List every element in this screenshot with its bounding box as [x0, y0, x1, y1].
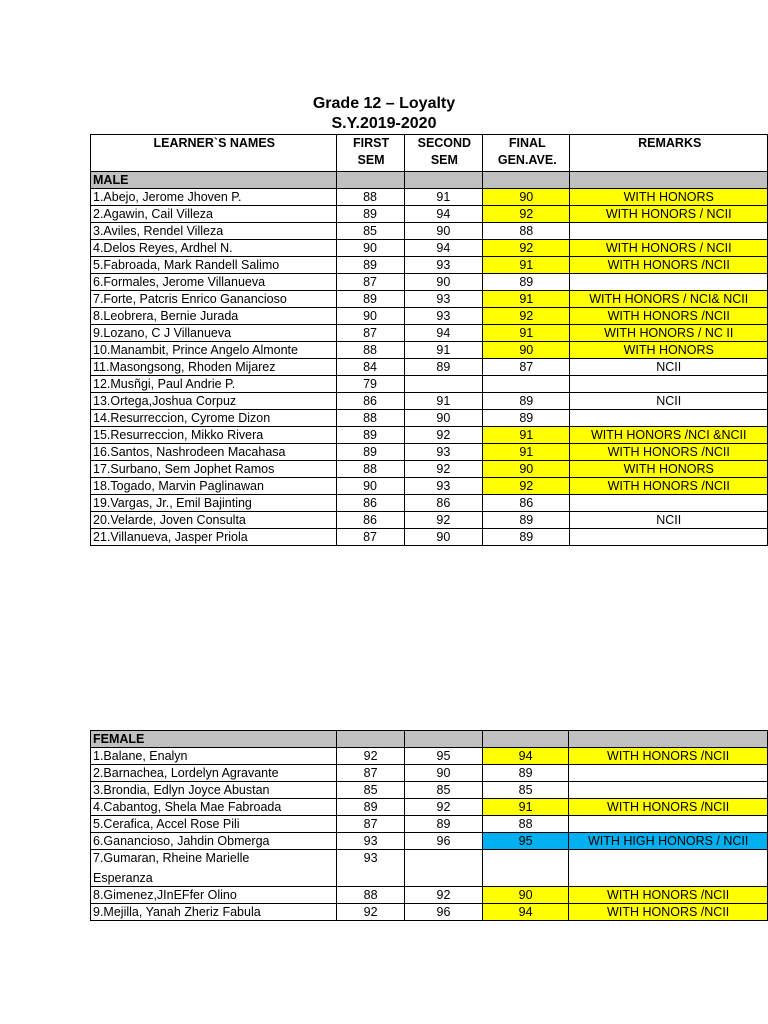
table-row — [91, 189, 768, 206]
first-sem-grade: 79 — [336, 376, 404, 393]
first-sem-grade: 89 — [336, 206, 404, 223]
table-row — [91, 816, 768, 833]
first-sem-grade: 90 — [336, 240, 404, 257]
remarks-cell: NCII — [570, 512, 768, 529]
table-row — [91, 291, 768, 308]
first-sem-grade: 86 — [336, 393, 404, 410]
second-sem-grade: 92 — [405, 887, 483, 904]
second-sem-grade: 92 — [404, 427, 483, 444]
final-gen-ave: 86 — [483, 495, 570, 512]
remarks-cell: WITH HONORS /NCII — [570, 308, 768, 325]
final-gen-ave: 90 — [482, 887, 568, 904]
remarks-cell: WITH HONORS — [570, 342, 768, 359]
first-sem-grade: 89 — [336, 427, 404, 444]
first-sem-grade: 86 — [336, 495, 404, 512]
table-row — [91, 308, 768, 325]
final-gen-ave: 92 — [483, 478, 570, 495]
remarks-cell: WITH HONORS — [570, 461, 768, 478]
remarks-cell: WITH HONORS /NCII — [570, 257, 768, 274]
remarks-cell — [570, 274, 768, 291]
remarks-cell: WITH HIGH HONORS / NCII — [569, 833, 768, 850]
final-gen-ave: 92 — [483, 206, 570, 223]
table-row — [91, 478, 768, 495]
group-label-female: FEMALE — [91, 731, 337, 748]
first-sem-grade: 88 — [336, 342, 404, 359]
second-sem-grade: 90 — [404, 274, 483, 291]
table-row — [91, 765, 768, 782]
learner-name: 4.Delos Reyes, Ardhel N. — [91, 240, 337, 257]
table-row — [91, 393, 768, 410]
table-row — [91, 461, 768, 478]
learner-name: 3.Brondia, Edlyn Joyce Abustan — [91, 782, 337, 799]
remarks-cell: WITH HONORS /NCI &NCII — [570, 427, 768, 444]
table-row — [91, 833, 768, 850]
second-sem-grade: 94 — [404, 240, 483, 257]
second-sem-grade: 92 — [405, 799, 483, 816]
learner-name: 5.Cerafica, Accel Rose Pili — [91, 816, 337, 833]
table-row — [91, 376, 768, 393]
learner-name: 20.Velarde, Joven Consulta — [91, 512, 337, 529]
second-sem-grade: 90 — [404, 223, 483, 240]
learner-name: 2.Agawin, Cail Villeza — [91, 206, 337, 223]
remarks-cell — [569, 782, 768, 799]
first-sem-grade: 85 — [337, 782, 405, 799]
second-sem-grade: 89 — [404, 359, 483, 376]
second-sem-grade: 90 — [405, 765, 483, 782]
remarks-cell: WITH HONORS /NCII — [569, 887, 768, 904]
final-gen-ave: 88 — [482, 816, 568, 833]
table-row — [91, 325, 768, 342]
learner-name: 9.Lozano, C J Villanueva — [91, 325, 337, 342]
header-names: LEARNER`S NAMES — [91, 135, 337, 172]
learner-name: 17.Surbano, Sem Jophet Ramos — [91, 461, 337, 478]
first-sem-grade: 93 — [337, 833, 405, 850]
learner-name: 10.Manambit, Prince Angelo Almonte — [91, 342, 337, 359]
final-gen-ave: 89 — [482, 765, 568, 782]
first-sem-grade: 92 — [337, 748, 405, 765]
final-gen-ave: 91 — [483, 291, 570, 308]
first-sem-grade: 89 — [337, 799, 405, 816]
table-row — [91, 904, 768, 921]
remarks-cell: WITH HONORS /NCII — [570, 478, 768, 495]
header-second-sem: SECOND SEM — [404, 135, 483, 172]
document-title: Grade 12 – Loyalty — [312, 95, 456, 112]
final-gen-ave: 89 — [483, 393, 570, 410]
final-gen-ave — [483, 376, 570, 393]
first-sem-grade: 93 — [337, 850, 405, 887]
remarks-cell: WITH HONORS /NCII — [569, 799, 768, 816]
final-gen-ave: 91 — [482, 799, 568, 816]
learner-name: 6.Formales, Jerome Villanueva — [91, 274, 337, 291]
table-row — [91, 444, 768, 461]
table-row — [91, 410, 768, 427]
second-sem-grade — [404, 376, 483, 393]
second-sem-grade: 92 — [404, 512, 483, 529]
second-sem-grade: 91 — [404, 393, 483, 410]
first-sem-grade: 87 — [336, 529, 404, 546]
second-sem-grade: 95 — [405, 748, 483, 765]
first-sem-grade: 87 — [337, 816, 405, 833]
table-row — [91, 206, 768, 223]
remarks-cell: WITH HONORS / NCII — [570, 240, 768, 257]
second-sem-grade: 90 — [404, 529, 483, 546]
table-row — [91, 342, 768, 359]
table-row — [91, 240, 768, 257]
table-row — [91, 799, 768, 816]
table-row — [91, 529, 768, 546]
learner-name: 14.Resurreccion, Cyrome Dizon — [91, 410, 337, 427]
learner-name: 9.Mejilla, Yanah Zheriz Fabula — [91, 904, 337, 921]
remarks-cell: WITH HONORS — [570, 189, 768, 206]
final-gen-ave: 85 — [482, 782, 568, 799]
learner-name: 7.Forte, Patcris Enrico Ganancioso — [91, 291, 337, 308]
learner-name: 7.Gumaran, Rheine Marielle Esperanza — [91, 850, 337, 887]
final-gen-ave: 91 — [483, 257, 570, 274]
first-sem-grade: 88 — [336, 189, 404, 206]
first-sem-grade: 89 — [336, 444, 404, 461]
second-sem-grade: 94 — [404, 206, 483, 223]
second-sem-grade: 91 — [404, 342, 483, 359]
table-row — [91, 359, 768, 376]
final-gen-ave: 90 — [483, 189, 570, 206]
final-gen-ave: 88 — [483, 223, 570, 240]
male-grades-table — [90, 134, 768, 546]
second-sem-grade: 89 — [405, 816, 483, 833]
first-sem-grade: 87 — [336, 325, 404, 342]
learner-name: 1.Abejo, Jerome Jhoven P. — [91, 189, 337, 206]
remarks-cell — [569, 765, 768, 782]
final-gen-ave: 87 — [483, 359, 570, 376]
learner-name: 18.Togado, Marvin Paglinawan — [91, 478, 337, 495]
learner-name: 6.Ganancioso, Jahdin Obmerga — [91, 833, 337, 850]
learner-name: 21.Villanueva, Jasper Priola — [91, 529, 337, 546]
learner-name: 8.Gimenez,JInEFfer Olino — [91, 887, 337, 904]
header-row — [91, 135, 768, 172]
first-sem-grade: 90 — [336, 308, 404, 325]
remarks-cell: NCII — [570, 359, 768, 376]
male-group-row — [91, 172, 768, 189]
second-sem-grade: 86 — [404, 495, 483, 512]
first-sem-grade: 88 — [337, 887, 405, 904]
learner-name: 13.Ortega,Joshua Corpuz — [91, 393, 337, 410]
final-gen-ave — [482, 850, 568, 887]
remarks-cell: NCII — [570, 393, 768, 410]
final-gen-ave: 94 — [482, 904, 568, 921]
final-gen-ave: 95 — [482, 833, 568, 850]
table-row — [91, 274, 768, 291]
table-row — [91, 782, 768, 799]
school-year: S.Y.2019-2020 — [331, 115, 437, 132]
table-row — [91, 223, 768, 240]
second-sem-grade: 94 — [404, 325, 483, 342]
first-sem-grade: 88 — [336, 410, 404, 427]
first-sem-grade: 92 — [337, 904, 405, 921]
learner-name: 1.Balane, Enalyn — [91, 748, 337, 765]
remarks-cell — [570, 376, 768, 393]
learner-name: 2.Barnachea, Lordelyn Agravante — [91, 765, 337, 782]
remarks-cell — [569, 850, 768, 887]
final-gen-ave: 90 — [483, 342, 570, 359]
second-sem-grade: 85 — [405, 782, 483, 799]
remarks-cell: WITH HONORS /NCII — [569, 904, 768, 921]
first-sem-grade: 86 — [336, 512, 404, 529]
header-first-sem: FIRST SEM — [336, 135, 404, 172]
remarks-cell: WITH HONORS / NCI& NCII — [570, 291, 768, 308]
second-sem-grade: 93 — [404, 478, 483, 495]
second-sem-grade: 93 — [404, 291, 483, 308]
remarks-cell — [570, 223, 768, 240]
final-gen-ave: 89 — [483, 529, 570, 546]
final-gen-ave: 91 — [483, 325, 570, 342]
female-group-row — [91, 731, 768, 748]
final-gen-ave: 91 — [483, 444, 570, 461]
second-sem-grade: 96 — [405, 833, 483, 850]
second-sem-grade: 90 — [404, 410, 483, 427]
final-gen-ave: 92 — [483, 240, 570, 257]
remarks-cell: WITH HONORS /NCII — [569, 748, 768, 765]
final-gen-ave: 92 — [483, 308, 570, 325]
final-gen-ave: 94 — [482, 748, 568, 765]
first-sem-grade: 87 — [337, 765, 405, 782]
first-sem-grade: 89 — [336, 291, 404, 308]
group-label-male: MALE — [91, 172, 337, 189]
final-gen-ave: 89 — [483, 410, 570, 427]
remarks-cell: WITH HONORS / NC II — [570, 325, 768, 342]
first-sem-grade: 90 — [336, 478, 404, 495]
second-sem-grade: 93 — [404, 308, 483, 325]
final-gen-ave: 89 — [483, 274, 570, 291]
second-sem-grade: 92 — [404, 461, 483, 478]
learner-name: 8.Leobrera, Bernie Jurada — [91, 308, 337, 325]
remarks-cell: WITH HONORS /NCII — [570, 444, 768, 461]
learner-name: 3.Aviles, Rendel Villeza — [91, 223, 337, 240]
second-sem-grade: 96 — [405, 904, 483, 921]
table-row — [91, 850, 768, 887]
first-sem-grade: 88 — [336, 461, 404, 478]
learner-name: 16.Santos, Nashrodeen Macahasa — [91, 444, 337, 461]
final-gen-ave: 89 — [483, 512, 570, 529]
remarks-cell — [570, 495, 768, 512]
header-remarks: REMARKS — [570, 135, 768, 172]
remarks-cell — [570, 410, 768, 427]
table-row — [91, 512, 768, 529]
header-final-gen-ave: FINAL GEN.AVE. — [483, 135, 570, 172]
learner-name: 5.Fabroada, Mark Randell Salimo — [91, 257, 337, 274]
learner-name: 19.Vargas, Jr., Emil Bajinting — [91, 495, 337, 512]
final-gen-ave: 91 — [483, 427, 570, 444]
learner-name: 4.Cabantog, Shela Mae Fabroada — [91, 799, 337, 816]
table-row — [91, 427, 768, 444]
learner-name: 15.Resurreccion, Mikko Rivera — [91, 427, 337, 444]
second-sem-grade: 91 — [404, 189, 483, 206]
table-row — [91, 495, 768, 512]
learner-name: 11.Masongsong, Rhoden Mijarez — [91, 359, 337, 376]
first-sem-grade: 89 — [336, 257, 404, 274]
first-sem-grade: 87 — [336, 274, 404, 291]
remarks-cell: WITH HONORS / NCII — [570, 206, 768, 223]
second-sem-grade: 93 — [404, 257, 483, 274]
remarks-cell — [569, 816, 768, 833]
table-row — [91, 257, 768, 274]
female-grades-table — [90, 730, 768, 921]
table-row — [91, 887, 768, 904]
learner-name: 12.Musñgi, Paul Andrie P. — [91, 376, 337, 393]
first-sem-grade: 84 — [336, 359, 404, 376]
first-sem-grade: 85 — [336, 223, 404, 240]
remarks-cell — [570, 529, 768, 546]
second-sem-grade — [405, 850, 483, 887]
table-row — [91, 748, 768, 765]
final-gen-ave: 90 — [483, 461, 570, 478]
second-sem-grade: 93 — [404, 444, 483, 461]
